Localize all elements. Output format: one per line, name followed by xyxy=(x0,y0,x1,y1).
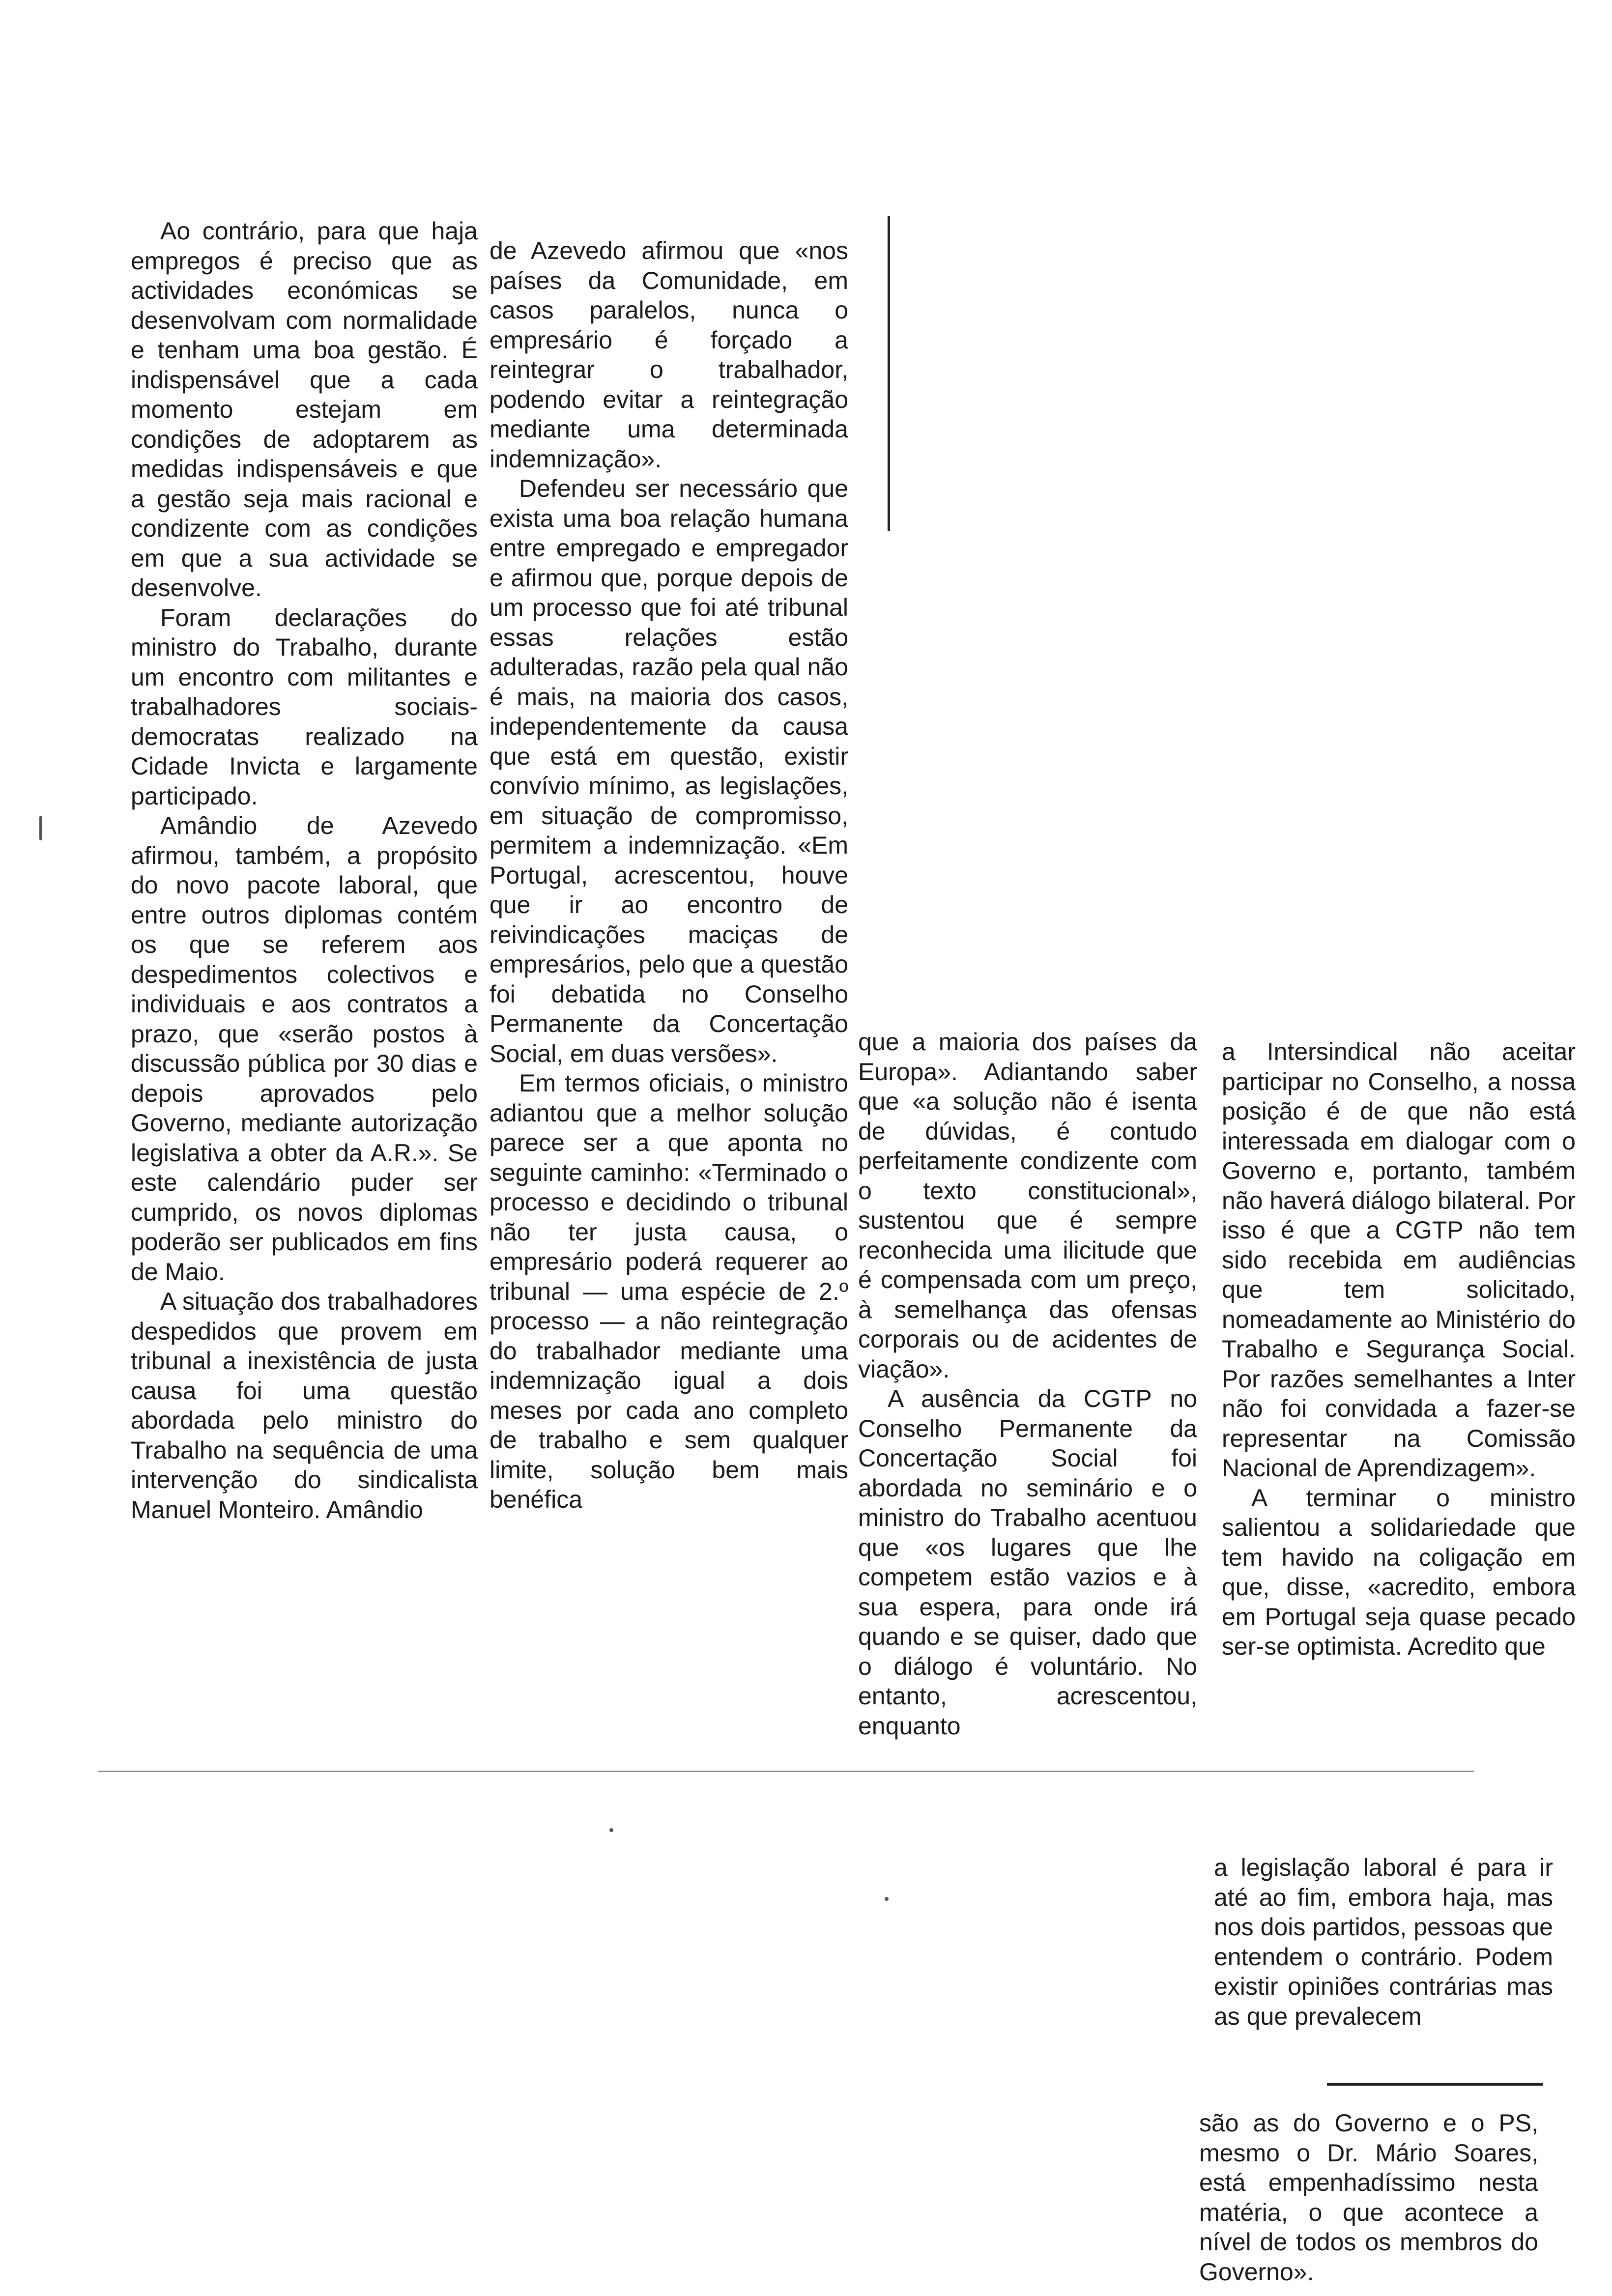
article-column-1 xyxy=(131,216,478,1524)
column-divider-rule xyxy=(888,216,890,531)
scan-speck xyxy=(885,1897,889,1901)
paragraph: a legislação laboral é para ir até ao fim, embora haja, mas nos dois partidos, pessoas que entendem o contrário. Podem existir opiniões contrárias mas as que prevalecem xyxy=(1214,1854,1553,2030)
paragraph: Defendeu ser necessário que exista uma boa relação humana entre empregado e empregador e afirmou que, porque depois de um processo que foi até tribunal essas relações estão adulteradas, razão pela qual não é mais, na maioria dos casos, independentemente da causa que está em questão, existir convívio mínimo, as legislações, em situação de compromisso, permitem a indemnização. «Em Portugal, acrescentou, houve que ir ao encontro de reivindicações maciças de empresários, pelo que a questão foi debatida no Conselho Permanente da Concertação Social, em duas versões». xyxy=(489,475,848,1067)
article-column-4 xyxy=(1222,1037,1576,1662)
paragraph: Ao contrário, para que haja empregos é preciso que as actividades económicas se desenvolvam com normalidade e tenham uma boa gestão. É indispensável que a cada momento estejam em condições de adoptarem as medidas indispensáveis e que a gestão seja mais racional e condizente com as condições em que a sua actividade se desenvolve. xyxy=(131,217,478,602)
column-bottom-rule xyxy=(98,1771,1474,1772)
scan-speck xyxy=(609,1828,613,1832)
paragraph: Foram declarações do ministro do Trabalho, durante um encontro com militantes e trabalhadores sociais-democratas realizado na Cidade Invicta e largamente participado. xyxy=(131,603,478,810)
clipping-divider-rule xyxy=(1327,2083,1543,2086)
paragraph: A terminar o ministro salientou a solidariedade que tem havido na coligação em que, disse, «acredito, embora em Portugal seja quase pecado ser-se optimista. Acredito que xyxy=(1222,1484,1576,1660)
paragraph: que a maioria dos países da Europa». Adiantando saber que «a solução não é isenta de dúvidas, é contudo perfeitamente condizente com o texto constitucional», sustentou que é sempre reconhecida uma ilicitude que é compensada com um preço, à semelhança das ofensas corporais ou de acidentes de viação». xyxy=(858,1028,1197,1383)
paragraph: Amândio de Azevedo afirmou, também, a propósito do novo pacote laboral, que entre outros diplomas contém os que se referem aos despedimentos colectivos e individuais e aos contratos a prazo, que «serão postos à discussão pública por 30 dias e depois aprovados pelo Governo, mediante autorização legislativa a obter da A.R.». Se este calendário puder ser cumprido, os novos diplomas poderão ser publicados em fins de Maio. xyxy=(131,812,478,1286)
paragraph: Em termos oficiais, o ministro adiantou que a melhor solução parece ser a que aponta no seguinte caminho: «Terminado o processo e decidindo o tribunal não ter justa causa, o empresário poderá requerer ao tribunal — uma espécie de 2.º processo — a não reintegração do trabalhador mediante uma indemnização igual a dois meses por cada ano completo de trabalho e sem qualquer limite, solução bem mais benéfica xyxy=(489,1069,848,1513)
paragraph: A ausência da CGTP no Conselho Permanente da Concertação Social foi abordada no seminário e o ministro do Trabalho acentuou que «os lugares que lhe competem estão vazios e à sua espera, para onde irá quando e se quiser, dado que o diálogo é voluntário. No entanto, acrescentou, enquanto xyxy=(858,1385,1197,1740)
paragraph: A situação dos trabalhadores despedidos que provem em tribunal a inexistência de justa causa foi uma questão abordada pelo ministro do Trabalho na sequência de uma intervenção do sindicalista Manuel Monteiro. Amândio xyxy=(131,1288,478,1523)
paragraph: de Azevedo afirmou que «nos países da Comunidade, em casos paralelos, nunca o empresário é forçado a reintegrar o trabalhador, podendo evitar a reintegração mediante uma determinada indemnização». xyxy=(489,237,848,473)
article-column-2 xyxy=(489,236,848,1515)
scan-speck xyxy=(39,816,42,840)
article-column-3 xyxy=(858,1027,1197,1741)
article-column-5 xyxy=(1214,1853,1553,2031)
paragraph: são as do Governo e o PS, mesmo o Dr. Mário Soares, está empenhadíssimo nesta matéria, o que acontece a nível de todos os membros do Governo». xyxy=(1199,2109,1538,2286)
article-column-6 xyxy=(1199,2108,1538,2287)
paragraph: a Intersindical não aceitar participar no Conselho, a nossa posição é de que não está interessada em dialogar com o Governo e, portanto, também não haverá diálogo bilateral. Por isso é que a CGTP não tem sido recebida em audiências que tem solicitado, nomeadamente ao Ministério do Trabalho e Segurança Social. Por razões semelhantes a Inter não foi convidada a fazer-se representar na Comissão Nacional de Aprendizagem». xyxy=(1222,1038,1576,1482)
